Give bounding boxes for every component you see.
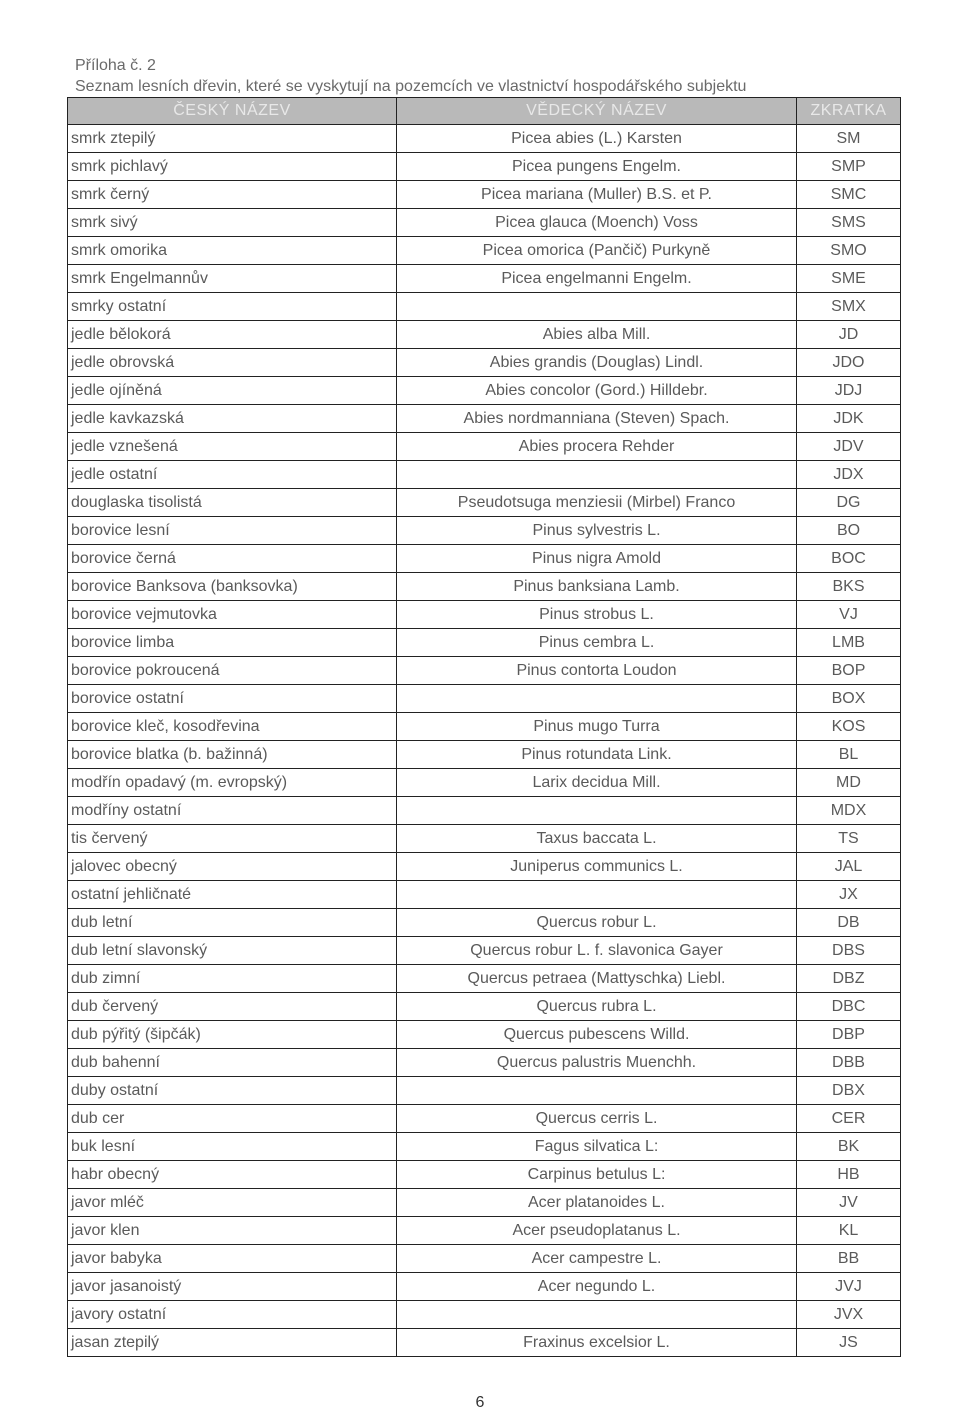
table-row [68,517,901,545]
abbreviation-cell: SMO [797,237,901,265]
abbreviation-cell: KL [797,1217,901,1245]
czech-name-cell: modříny ostatní [68,797,397,825]
abbreviation-cell: JDK [797,405,901,433]
scientific-name-cell: Fraxinus excelsior L. [397,1329,797,1357]
czech-name-cell: tis červený [68,825,397,853]
table-row [68,545,901,573]
czech-name-cell: smrk omorika [68,237,397,265]
table-row [68,1189,901,1217]
table-row [68,993,901,1021]
scientific-name-cell: Pinus nigra Amold [397,545,797,573]
table-row [68,293,901,321]
czech-name-cell: smrky ostatní [68,293,397,321]
czech-name-cell: borovice lesní [68,517,397,545]
table-row [68,881,901,909]
table-row [68,461,901,489]
table-row [68,685,901,713]
scientific-name-cell [397,293,797,321]
table-caption: Seznam lesních dřevin, které se vyskytují na pozemcích ve vlastnictví hospodářského subjektu [75,78,747,95]
table-row [68,1217,901,1245]
scientific-name-cell: Abies alba Mill. [397,321,797,349]
scientific-name-cell: Pinus rotundata Link. [397,741,797,769]
abbreviation-cell: BKS [797,573,901,601]
table-row [68,713,901,741]
scientific-name-cell: Quercus cerris L. [397,1105,797,1133]
scientific-name-cell: Pinus cembra L. [397,629,797,657]
table-row [68,181,901,209]
czech-name-cell: javory ostatní [68,1301,397,1329]
czech-name-cell: borovice Banksova (banksovka) [68,573,397,601]
czech-name-cell: dub letní slavonský [68,937,397,965]
scientific-name-cell: Abies concolor (Gord.) Hilldebr. [397,377,797,405]
abbreviation-cell: JVX [797,1301,901,1329]
czech-name-cell: borovice pokroucená [68,657,397,685]
scientific-name-cell: Taxus baccata L. [397,825,797,853]
abbreviation-cell: DBP [797,1021,901,1049]
abbreviation-cell: JV [797,1189,901,1217]
table-row [68,209,901,237]
abbreviation-cell: DBZ [797,965,901,993]
czech-name-cell: smrk černý [68,181,397,209]
czech-name-cell: jedle bělokorá [68,321,397,349]
czech-name-cell: duby ostatní [68,1077,397,1105]
header-scientific-name: VĚDECKÝ NÁZEV [397,98,797,125]
table-row [68,1105,901,1133]
table-row [68,489,901,517]
abbreviation-cell: VJ [797,601,901,629]
table-row [68,657,901,685]
scientific-name-cell: Picea abies (L.) Karsten [397,125,797,153]
abbreviation-cell: JVJ [797,1273,901,1301]
table-row [68,965,901,993]
czech-name-cell: javor babyka [68,1245,397,1273]
czech-name-cell: borovice kleč, kosodřevina [68,713,397,741]
scientific-name-cell: Pinus contorta Loudon [397,657,797,685]
appendix-label: Příloha č. 2 [75,57,156,74]
czech-name-cell: smrk Engelmannův [68,265,397,293]
scientific-name-cell: Acer platanoides L. [397,1189,797,1217]
header-czech-name: ČESKÝ NÁZEV [68,98,397,125]
czech-name-cell: modřín opadavý (m. evropský) [68,769,397,797]
czech-name-cell: jedle ojíněná [68,377,397,405]
scientific-name-cell: Abies grandis (Douglas) Lindl. [397,349,797,377]
scientific-name-cell: Picea engelmanni Engelm. [397,265,797,293]
scientific-name-cell [397,881,797,909]
abbreviation-cell: MDX [797,797,901,825]
czech-name-cell: buk lesní [68,1133,397,1161]
table-row [68,909,901,937]
header-row [68,98,901,125]
czech-name-cell: dub pýřitý (šipčák) [68,1021,397,1049]
scientific-name-cell: Quercus robur L. f. slavonica Gayer [397,937,797,965]
abbreviation-cell: JDO [797,349,901,377]
scientific-name-cell [397,685,797,713]
scientific-name-cell [397,797,797,825]
czech-name-cell: javor jasanoistý [68,1273,397,1301]
scientific-name-cell [397,461,797,489]
table-row [68,1273,901,1301]
table-row [68,153,901,181]
czech-name-cell: smrk sivý [68,209,397,237]
scientific-name-cell: Acer negundo L. [397,1273,797,1301]
abbreviation-cell: BOP [797,657,901,685]
table-body [68,125,901,1357]
czech-name-cell: javor klen [68,1217,397,1245]
table-row [68,433,901,461]
table-row [68,1329,901,1357]
scientific-name-cell: Pinus mugo Turra [397,713,797,741]
czech-name-cell: dub červený [68,993,397,1021]
scientific-name-cell: Quercus rubra L. [397,993,797,1021]
table-row [68,573,901,601]
scientific-name-cell: Pinus sylvestris L. [397,517,797,545]
abbreviation-cell: JAL [797,853,901,881]
table-row [68,1133,901,1161]
abbreviation-cell: LMB [797,629,901,657]
table-row [68,237,901,265]
table-row [68,601,901,629]
table-row [68,1077,901,1105]
scientific-name-cell [397,1301,797,1329]
page-number: 6 [475,1394,485,1411]
abbreviation-cell: SMX [797,293,901,321]
czech-name-cell: dub cer [68,1105,397,1133]
czech-name-cell: jedle obrovská [68,349,397,377]
czech-name-cell: borovice vejmutovka [68,601,397,629]
czech-name-cell: jedle kavkazská [68,405,397,433]
czech-name-cell: dub zimní [68,965,397,993]
abbreviation-cell: JDJ [797,377,901,405]
abbreviation-cell: JDV [797,433,901,461]
czech-name-cell: douglaska tisolistá [68,489,397,517]
abbreviation-cell: BOC [797,545,901,573]
scientific-name-cell: Larix decidua Mill. [397,769,797,797]
table-row [68,377,901,405]
table-row [68,125,901,153]
czech-name-cell: smrk ztepilý [68,125,397,153]
czech-name-cell: ostatní jehličnaté [68,881,397,909]
abbreviation-cell: SME [797,265,901,293]
abbreviation-cell: HB [797,1161,901,1189]
scientific-name-cell: Carpinus betulus L: [397,1161,797,1189]
scientific-name-cell: Acer pseudoplatanus L. [397,1217,797,1245]
table-row [68,825,901,853]
czech-name-cell: jedle ostatní [68,461,397,489]
table-row [68,937,901,965]
czech-name-cell: borovice černá [68,545,397,573]
table-row [68,1161,901,1189]
table-row [68,405,901,433]
scientific-name-cell: Juniperus communics L. [397,853,797,881]
table-row [68,1245,901,1273]
abbreviation-cell: DBS [797,937,901,965]
table-row [68,1049,901,1077]
scientific-name-cell: Pseudotsuga menziesii (Mirbel) Franco [397,489,797,517]
czech-name-cell: borovice limba [68,629,397,657]
scientific-name-cell: Pinus banksiana Lamb. [397,573,797,601]
czech-name-cell: borovice ostatní [68,685,397,713]
scientific-name-cell: Quercus palustris Muenchh. [397,1049,797,1077]
scientific-name-cell: Abies procera Rehder [397,433,797,461]
abbreviation-cell: JS [797,1329,901,1357]
scientific-name-cell: Acer campestre L. [397,1245,797,1273]
scientific-name-cell: Quercus robur L. [397,909,797,937]
table-row [68,1021,901,1049]
table-row [68,349,901,377]
scientific-name-cell: Quercus pubescens Willd. [397,1021,797,1049]
table-row [68,265,901,293]
czech-name-cell: habr obecný [68,1161,397,1189]
abbreviation-cell: KOS [797,713,901,741]
table-row [68,1301,901,1329]
header-abbreviation: ZKRATKA [797,98,901,125]
czech-name-cell: javor mléč [68,1189,397,1217]
table-row [68,853,901,881]
czech-name-cell: smrk pichlavý [68,153,397,181]
abbreviation-cell: BL [797,741,901,769]
scientific-name-cell [397,1077,797,1105]
table-row [68,629,901,657]
table-row [68,741,901,769]
abbreviation-cell: BB [797,1245,901,1273]
abbreviation-cell: MD [797,769,901,797]
abbreviation-cell: JD [797,321,901,349]
scientific-name-cell: Quercus petraea (Mattyschka) Liebl. [397,965,797,993]
abbreviation-cell: TS [797,825,901,853]
abbreviation-cell: DBX [797,1077,901,1105]
czech-name-cell: jedle vznešená [68,433,397,461]
abbreviation-cell: BOX [797,685,901,713]
scientific-name-cell: Picea glauca (Moench) Voss [397,209,797,237]
table-row [68,769,901,797]
scientific-name-cell: Fagus silvatica L: [397,1133,797,1161]
abbreviation-cell: SMP [797,153,901,181]
species-table [67,97,901,1357]
abbreviation-cell: SMS [797,209,901,237]
scientific-name-cell: Pinus strobus L. [397,601,797,629]
abbreviation-cell: DBC [797,993,901,1021]
abbreviation-cell: BO [797,517,901,545]
abbreviation-cell: CER [797,1105,901,1133]
table-row [68,797,901,825]
scientific-name-cell: Picea omorica (Pančič) Purkyně [397,237,797,265]
scientific-name-cell: Picea mariana (Muller) B.S. et P. [397,181,797,209]
table-header [68,98,901,125]
czech-name-cell: borovice blatka (b. bažinná) [68,741,397,769]
abbreviation-cell: DBB [797,1049,901,1077]
abbreviation-cell: DB [797,909,901,937]
czech-name-cell: dub letní [68,909,397,937]
abbreviation-cell: DG [797,489,901,517]
czech-name-cell: dub bahenní [68,1049,397,1077]
abbreviation-cell: BK [797,1133,901,1161]
czech-name-cell: jasan ztepilý [68,1329,397,1357]
czech-name-cell: jalovec obecný [68,853,397,881]
abbreviation-cell: SM [797,125,901,153]
abbreviation-cell: JX [797,881,901,909]
abbreviation-cell: SMC [797,181,901,209]
scientific-name-cell: Abies nordmanniana (Steven) Spach. [397,405,797,433]
scientific-name-cell: Picea pungens Engelm. [397,153,797,181]
abbreviation-cell: JDX [797,461,901,489]
table-row [68,321,901,349]
